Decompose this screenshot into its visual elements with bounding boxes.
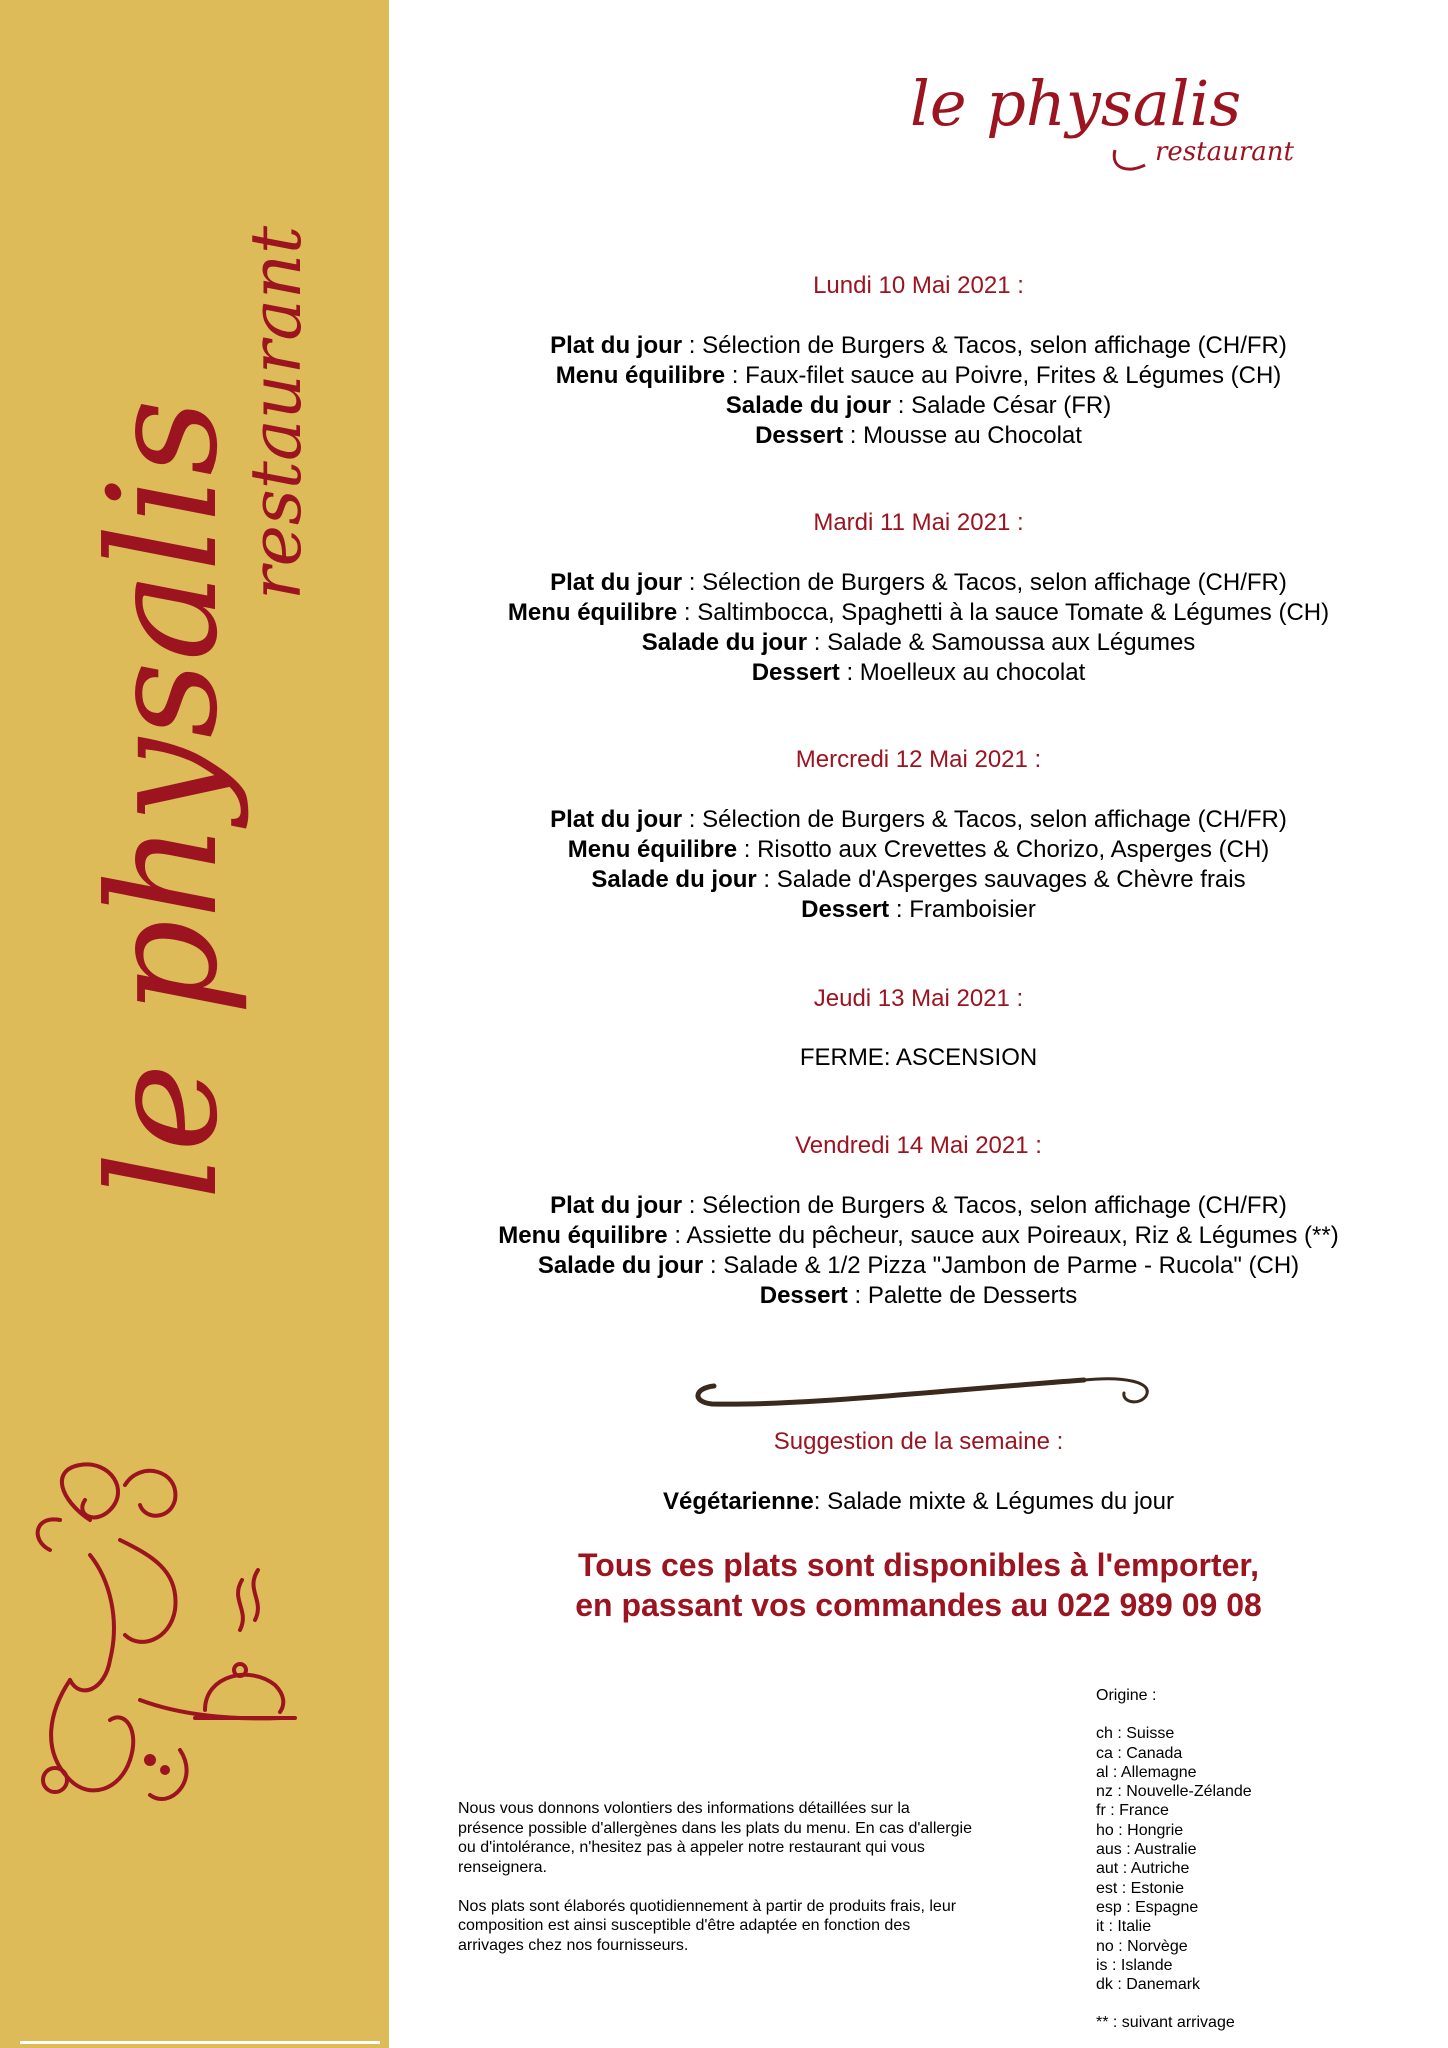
dish-value: Salade & 1/2 Pizza "Jambon de Parme - Rucola" (CH)	[723, 1252, 1300, 1279]
origin-title: Origine :	[1096, 1687, 1157, 1704]
origin-item: no : Norvège	[1096, 1937, 1188, 1955]
dish-separator: :	[889, 896, 910, 923]
day-block-monday	[389, 271, 1448, 451]
dish-separator: :	[756, 866, 777, 893]
dish-line	[389, 658, 1448, 688]
day-title: Mercredi 12 Mai 2021 :	[795, 746, 1042, 773]
allergen-note	[458, 1799, 978, 1955]
dish-label: Salade du jour	[537, 1252, 704, 1279]
dish-value: Sélection de Burgers & Tacos, selon affichage (CH/FR)	[702, 1192, 1287, 1219]
vertical-logo-subtitle: restaurant	[235, 225, 317, 600]
dish-line	[389, 1191, 1448, 1221]
dish-label: Salade du jour	[641, 629, 808, 656]
day-title: Mardi 11 Mai 2021 :	[813, 509, 1024, 536]
dish-value: Moelleux au chocolat	[859, 659, 1086, 686]
takeaway-line-1: Tous ces plats sont disponibles à l'emporter,	[578, 1547, 1259, 1583]
dish-line	[389, 1251, 1448, 1281]
dish-label: Menu équilibre	[507, 599, 678, 626]
dish-line	[389, 331, 1448, 361]
dish-label: Menu équilibre	[498, 1222, 668, 1249]
dish-label: Dessert	[801, 896, 890, 923]
dish-line	[389, 1281, 1448, 1311]
dish-line	[389, 1221, 1448, 1251]
dish-line	[389, 865, 1448, 895]
origin-item: aut : Autriche	[1096, 1860, 1190, 1878]
dish-line	[389, 628, 1448, 658]
vertical-logo-name: le physalis	[77, 398, 251, 1200]
day-block-tuesday	[389, 508, 1448, 688]
suggestion-label: Végétarienne	[663, 1488, 814, 1515]
dish-separator: :	[682, 332, 703, 359]
day-dishes	[389, 1191, 1448, 1311]
brand-logo-name: le physalis	[910, 67, 1242, 140]
dish-label: Dessert	[751, 659, 840, 686]
dish-value: Salade César (FR)	[911, 392, 1112, 419]
origin-item: est : Estonie	[1096, 1879, 1185, 1897]
dish-label: Salade du jour	[725, 392, 892, 419]
dish-label: Salade du jour	[591, 866, 757, 893]
origin-item: ca : Canada	[1096, 1744, 1183, 1762]
dish-value: Salade d'Asperges sauvages & Chèvre frais	[776, 866, 1246, 893]
origin-footnote: ** : suivant arrivage	[1096, 2014, 1235, 2032]
allergen-paragraph: Nous vous donnons volontiers des informations détaillées sur la présence possible d'allergènes dans les plats du menu. En cas d'allergie ou d'intolérance, n'hesitez pas à appeler notre restaurant qui vous renseignera.	[458, 1800, 972, 1876]
vertical-logo-le-physalis	[0, 0, 389, 1300]
dish-label: Plat du jour	[550, 806, 683, 833]
dish-label: Plat du jour	[550, 569, 683, 596]
dish-separator: :	[839, 659, 860, 686]
dish-separator: :	[703, 1252, 724, 1279]
ornament-divider	[684, 1366, 1164, 1412]
dish-separator: :	[677, 599, 698, 626]
dish-value: Salade & Samoussa aux Légumes	[827, 629, 1196, 656]
dish-label: Menu équilibre	[555, 362, 726, 389]
suggestion-separator: :	[813, 1488, 828, 1515]
dish-value: Assiette du pêcheur, sauce aux Poireaux, Riz & Légumes (**)	[686, 1222, 1339, 1249]
dish-separator: :	[682, 569, 703, 596]
dish-line	[389, 895, 1448, 925]
dish-line	[389, 391, 1448, 421]
sidebar-bottom-line	[20, 2041, 380, 2044]
origin-item: nz : Nouvelle-Zélande	[1096, 1783, 1252, 1801]
closed-notice: FERME: ASCENSION	[799, 1044, 1038, 1071]
day-dishes	[389, 805, 1448, 925]
dish-value: Sélection de Burgers & Tacos, selon affichage (CH/FR)	[702, 806, 1287, 833]
dish-label: Plat du jour	[550, 1192, 683, 1219]
sidebar-band	[0, 0, 389, 2048]
dish-line	[389, 361, 1448, 391]
origin-item: esp : Espagne	[1096, 1898, 1199, 1916]
day-title: Vendredi 14 Mai 2021 :	[795, 1132, 1042, 1159]
origin-item: aus : Australie	[1096, 1841, 1197, 1859]
dish-label: Dessert	[759, 1282, 848, 1309]
dish-label: Plat du jour	[550, 332, 683, 359]
dish-separator: :	[847, 1282, 868, 1309]
dish-separator: :	[725, 362, 746, 389]
origin-item: ho : Hongrie	[1096, 1821, 1184, 1839]
dish-value: Faux-filet sauce au Poivre, Frites & Légumes (CH)	[745, 362, 1282, 389]
origin-item: dk : Danemark	[1096, 1976, 1201, 1994]
dish-line	[389, 568, 1448, 598]
dish-value: Mousse au Chocolat	[863, 422, 1082, 449]
day-title: Lundi 10 Mai 2021 :	[813, 272, 1024, 299]
dish-value: Saltimbocca, Spaghetti à la sauce Tomate & Légumes (CH)	[697, 599, 1330, 626]
origin-item: is : Islande	[1096, 1956, 1173, 1974]
suggestion-line	[389, 1487, 1448, 1517]
day-block-wednesday	[389, 745, 1448, 925]
dish-line	[389, 835, 1448, 865]
dish-value: Sélection de Burgers & Tacos, selon affichage (CH/FR)	[702, 332, 1287, 359]
dish-value: Risotto aux Crevettes & Chorizo, Asperges (CH)	[757, 836, 1270, 863]
dish-separator: :	[843, 422, 864, 449]
origin-item: it : Italie	[1096, 1918, 1152, 1936]
fresh-products-paragraph: Nos plats sont élaborés quotidiennement à partir de produits frais, leur composition est ainsi susceptible d'être adaptée en fonction des arrivages chez nos fournisseurs.	[458, 1897, 957, 1954]
takeaway-banner	[389, 1545, 1448, 1625]
day-title: Jeudi 13 Mai 2021 :	[813, 985, 1024, 1012]
dish-value: Palette de Desserts	[867, 1282, 1078, 1309]
brand-logo-subtitle: restaurant	[1155, 137, 1294, 167]
dish-separator: :	[682, 1192, 703, 1219]
dish-label: Dessert	[755, 422, 844, 449]
chef-serving-drawing	[30, 1460, 390, 1840]
suggestion-title: Suggestion de la semaine :	[773, 1428, 1064, 1455]
dish-line	[389, 805, 1448, 835]
dish-separator: :	[667, 1222, 687, 1249]
dish-value: Sélection de Burgers & Tacos, selon affichage (CH/FR)	[702, 569, 1287, 596]
day-block-thursday	[389, 984, 1448, 1073]
dish-line	[389, 598, 1448, 628]
origin-item: fr : France	[1096, 1802, 1169, 1820]
origin-legend	[1096, 1686, 1396, 2033]
dish-separator: :	[682, 806, 703, 833]
dish-separator: :	[891, 392, 912, 419]
dish-separator: :	[737, 836, 758, 863]
suggestion-value: Salade mixte & Légumes du jour	[827, 1488, 1174, 1515]
dish-value: Framboisier	[909, 896, 1036, 923]
dish-label: Menu équilibre	[567, 836, 738, 863]
origin-item: ch : Suisse	[1096, 1725, 1175, 1743]
day-dishes	[389, 568, 1448, 688]
origin-item: al : Allemagne	[1096, 1763, 1197, 1781]
takeaway-line-2: en passant vos commandes au 022 989 09 08	[575, 1587, 1262, 1623]
day-block-friday	[389, 1131, 1448, 1311]
dish-separator: :	[807, 629, 828, 656]
dish-line	[389, 421, 1448, 451]
day-dishes	[389, 331, 1448, 451]
